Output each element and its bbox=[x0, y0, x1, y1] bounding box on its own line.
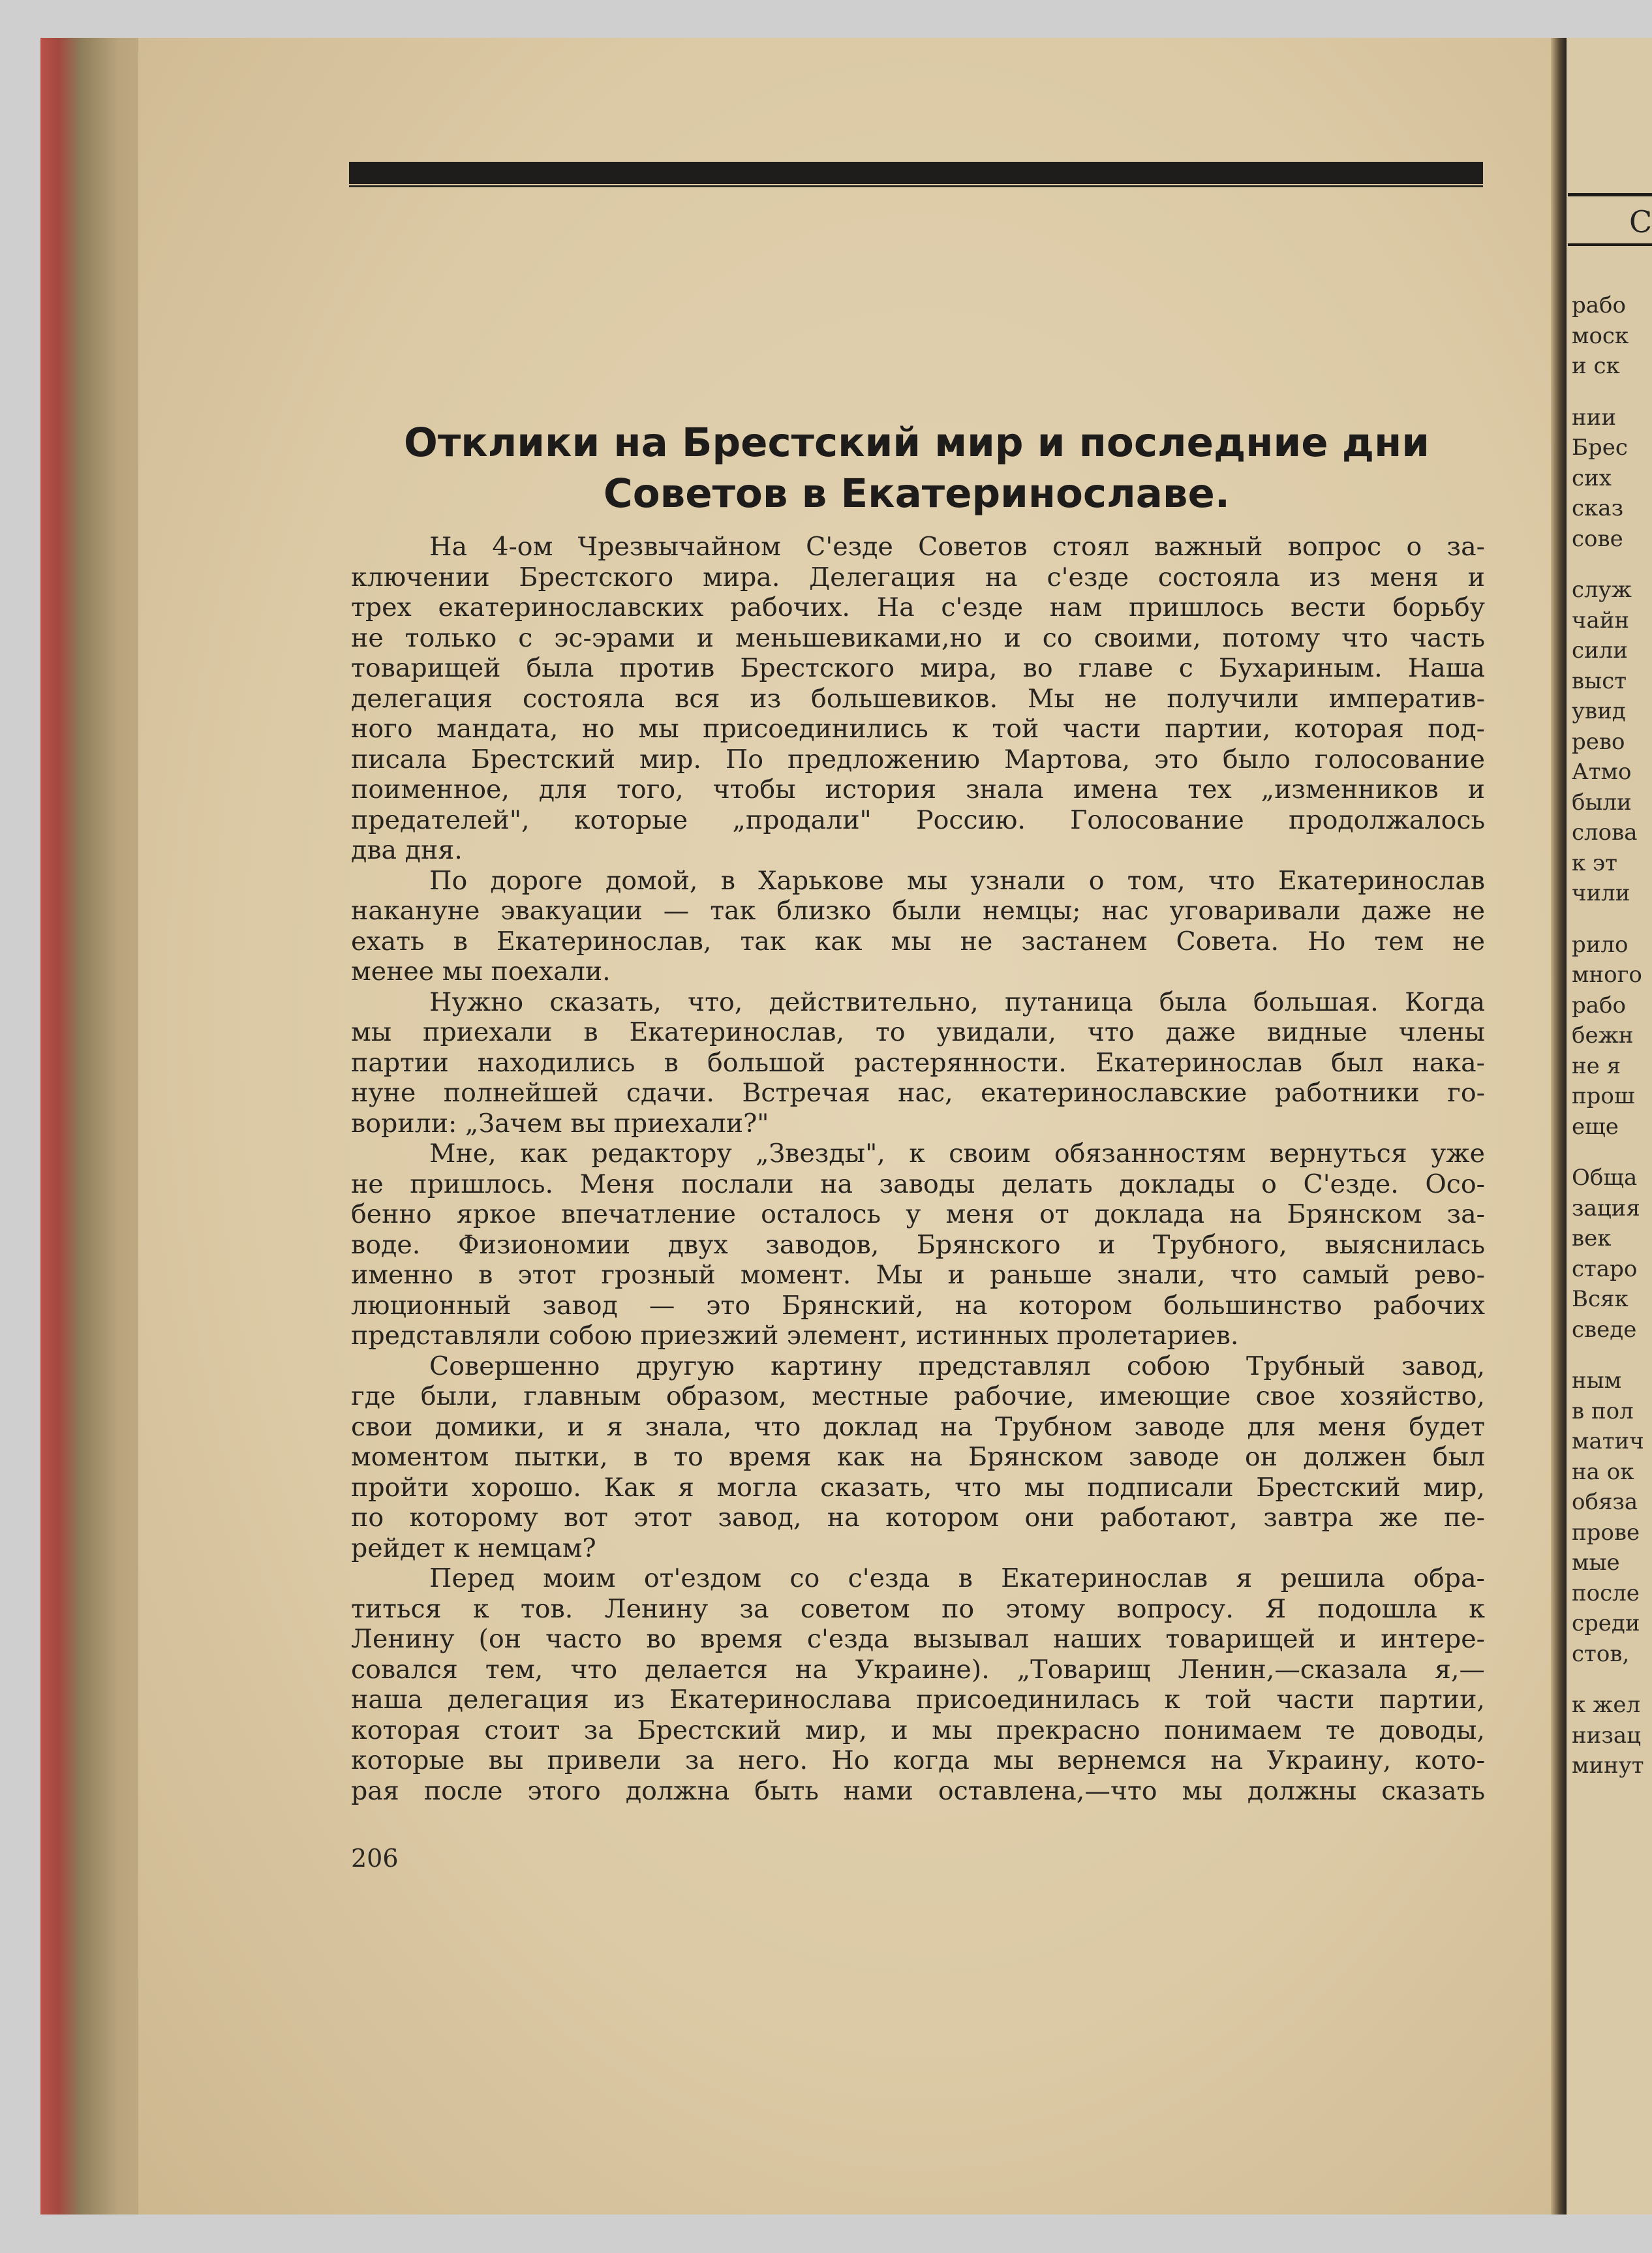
book-gutter bbox=[1551, 38, 1567, 2215]
next-page-fragment: были bbox=[1572, 789, 1632, 816]
next-page-fragment: старо bbox=[1572, 1255, 1638, 1282]
next-page-fragment: еще bbox=[1572, 1113, 1619, 1140]
next-page-fragment: стов, bbox=[1572, 1640, 1630, 1667]
text-line: Мне, как редактору „Звезды", к своим обязанностям вернуться уже bbox=[429, 1139, 1485, 1169]
text-line: титься к тов. Ленину за советом по этому вопросу. Я подошла к bbox=[351, 1593, 1485, 1624]
text-line: ключении Брестского мира. Делегация на с'езде состояла из меня и bbox=[351, 562, 1485, 592]
article-title-line: Советов в Екатеринославе. bbox=[603, 470, 1231, 517]
next-page-fragment: рабо bbox=[1572, 992, 1626, 1019]
text-line: Нужно сказать, что, действительно, путаница была большая. Когда bbox=[429, 987, 1485, 1017]
next-page-fragment: выст bbox=[1572, 667, 1627, 694]
next-page-fragment: бежн bbox=[1572, 1022, 1634, 1049]
next-page-fragment: ным bbox=[1572, 1368, 1622, 1394]
text-line: накануне эвакуации — так близко были немцы; нас уговаривали даже не bbox=[351, 896, 1485, 926]
text-line: Перед моим от'ездом со с'езда в Екатеринослав я решила обра- bbox=[429, 1563, 1485, 1593]
text-line: наша делегация из Екатеринослава присоединилась к той части партии, bbox=[351, 1685, 1485, 1715]
next-page-fragment: после bbox=[1572, 1580, 1640, 1606]
right-page-fragment bbox=[1567, 38, 1652, 2215]
book-cover-edge bbox=[40, 38, 80, 2215]
next-page-header-rule-bottom bbox=[1568, 243, 1652, 246]
next-page-fragment: матич bbox=[1572, 1428, 1644, 1454]
next-page-fragment: к эт bbox=[1572, 850, 1617, 876]
next-page-fragment: Всяк bbox=[1572, 1286, 1629, 1312]
next-page-fragment: чайн bbox=[1572, 607, 1630, 634]
next-page-fragment: прове bbox=[1572, 1519, 1640, 1546]
text-line: воде. Физиономии двух заводов, Брянского и Трубного, выяснилась bbox=[351, 1229, 1485, 1260]
next-page-fragment: чили bbox=[1572, 880, 1630, 906]
text-line: совался тем, что делается на Украине). „Товарищ Ленин,—сказала я,— bbox=[351, 1654, 1485, 1685]
text-line: именно в этот грозный момент. Мы и раньше знали, что самый рево- bbox=[351, 1260, 1485, 1290]
next-page-fragment: низац bbox=[1572, 1722, 1642, 1749]
text-line: рейдет к немцам? bbox=[351, 1533, 596, 1563]
page-number: 206 bbox=[351, 1844, 399, 1873]
next-page-fragment: рево bbox=[1572, 728, 1625, 755]
next-page-fragment: мые bbox=[1572, 1550, 1620, 1576]
text-line: менее мы поехали. bbox=[351, 957, 611, 987]
next-page-fragment: на ок bbox=[1572, 1458, 1634, 1485]
text-line: рая после этого должна быть нами оставлена,—что мы должны сказать bbox=[351, 1775, 1485, 1806]
text-line: где были, главным образом, местные рабочие, имеющие свое хозяйство, bbox=[351, 1381, 1485, 1411]
next-page-fragment: сили bbox=[1572, 637, 1628, 664]
next-page-fragment: среди bbox=[1572, 1610, 1640, 1636]
next-page-fragment: слова bbox=[1572, 820, 1638, 846]
next-page-fragment: сих bbox=[1572, 465, 1612, 491]
next-page-fragment: нии bbox=[1572, 404, 1616, 431]
text-line: два дня. bbox=[351, 835, 463, 865]
text-line: предателей", которые „продали" Россию. Голосование продолжалось bbox=[351, 805, 1485, 835]
text-line: по которому вот этот завод, на котором они работают, завтра же пе- bbox=[351, 1503, 1485, 1533]
header-rule-thin bbox=[349, 185, 1483, 187]
next-page-fragment: обяза bbox=[1572, 1489, 1638, 1515]
text-line: Ленину (он часто во время с'езда вызывал наших товарищей и интере- bbox=[351, 1624, 1485, 1654]
text-line: мы приехали в Екатеринослав, то увидали, что даже видные члены bbox=[351, 1017, 1485, 1047]
next-page-fragment: не я bbox=[1572, 1052, 1621, 1079]
next-page-fragment: зация bbox=[1572, 1195, 1640, 1221]
next-page-fragment: Брес bbox=[1572, 435, 1628, 461]
text-line: представляли собою приезжий элемент, истинных пролетариев. bbox=[351, 1321, 1239, 1351]
text-line: ного мандата, но мы присоединились к той части партии, которая под- bbox=[351, 714, 1485, 744]
next-page-fragment: служ bbox=[1572, 577, 1632, 603]
text-line: По дороге домой, в Харькове мы узнали о том, что Екатеринослав bbox=[429, 865, 1485, 896]
text-line: На 4-ом Чрезвычайном С'езде Советов стоял важный вопрос о за- bbox=[429, 532, 1485, 562]
next-page-fragment: моск bbox=[1572, 322, 1629, 349]
article-title bbox=[352, 418, 1481, 519]
article-body bbox=[351, 532, 1485, 1806]
next-page-fragment: сказ bbox=[1572, 495, 1624, 521]
article-title-line: Отклики на Брестский мир и последние дни bbox=[404, 420, 1430, 466]
next-page-fragment: рило bbox=[1572, 931, 1629, 958]
text-line: которая стоит за Брестский мир, и мы прекрасно понимаем те доводы, bbox=[351, 1715, 1485, 1745]
text-line: которые вы привели за него. Но когда мы вернемся на Украину, кото- bbox=[351, 1745, 1485, 1775]
next-page-fragment: Атмо bbox=[1572, 759, 1632, 785]
next-page-fragment: Обща bbox=[1572, 1165, 1638, 1191]
text-line: делегация состояла вся из большевиков. Мы не получили императив- bbox=[351, 683, 1485, 714]
text-line: не только с эс-эрами и меньшевиками,но и со своими, потому что часть bbox=[351, 622, 1485, 653]
text-line: трех екатеринославских рабочих. На с'езде нам пришлось вести борьбу bbox=[351, 592, 1485, 622]
next-page-header-rule bbox=[1568, 193, 1652, 196]
next-page-fragment: много bbox=[1572, 962, 1642, 988]
next-page-fragment: рабо bbox=[1572, 292, 1626, 318]
text-line: товарищей была против Брестского мира, во главе с Бухариным. Наша bbox=[351, 653, 1485, 683]
text-line: ворили: „Зачем вы приехали?" bbox=[351, 1108, 769, 1139]
next-page-fragment: и ск bbox=[1572, 353, 1620, 379]
next-page-fragment: сведе bbox=[1572, 1316, 1637, 1343]
next-page-fragment: век bbox=[1572, 1225, 1612, 1251]
next-page-fragment: увид bbox=[1572, 698, 1626, 724]
text-line: ехать в Екатеринослав, так как мы не застанем Совета. Но тем не bbox=[351, 926, 1485, 957]
next-page-fragment: минут bbox=[1572, 1753, 1644, 1779]
next-page-heading-initial: С bbox=[1629, 204, 1652, 239]
text-line: не пришлось. Меня послали на заводы делать доклады о С'езде. Осо- bbox=[351, 1169, 1485, 1199]
text-line: моментом пытки, в то время как на Брянском заводе он должен был bbox=[351, 1442, 1485, 1472]
text-line: партии находились в большой растерянности. Екатеринослав был нака- bbox=[351, 1047, 1485, 1078]
header-rule bbox=[349, 162, 1483, 184]
next-page-fragment: в пол bbox=[1572, 1398, 1634, 1424]
text-line: нуне полнейшей сдачи. Встречая нас, екатеринославские работники го- bbox=[351, 1078, 1485, 1108]
next-page-fragment: прош bbox=[1572, 1083, 1635, 1109]
text-line: бенно яркое впечатление осталось у меня от доклада на Брянском за- bbox=[351, 1199, 1485, 1229]
text-line: Совершенно другую картину представлял собою Трубный завод, bbox=[429, 1351, 1485, 1381]
text-line: писала Брестский мир. По предложению Мартова, это было голосование bbox=[351, 744, 1485, 774]
text-line: поименное, для того, чтобы история знала имена тех „изменников и bbox=[351, 774, 1485, 805]
next-page-fragment: сове bbox=[1572, 525, 1623, 552]
next-page-fragment: к жел bbox=[1572, 1692, 1641, 1718]
text-line: люционный завод — это Брянский, на котором большинство рабочих bbox=[351, 1290, 1485, 1321]
text-line: пройти хорошо. Как я могла сказать, что мы подписали Брестский мир, bbox=[351, 1472, 1485, 1503]
text-line: свои домики, и я знала, что доклад на Трубном заводе для меня будет bbox=[351, 1411, 1485, 1442]
